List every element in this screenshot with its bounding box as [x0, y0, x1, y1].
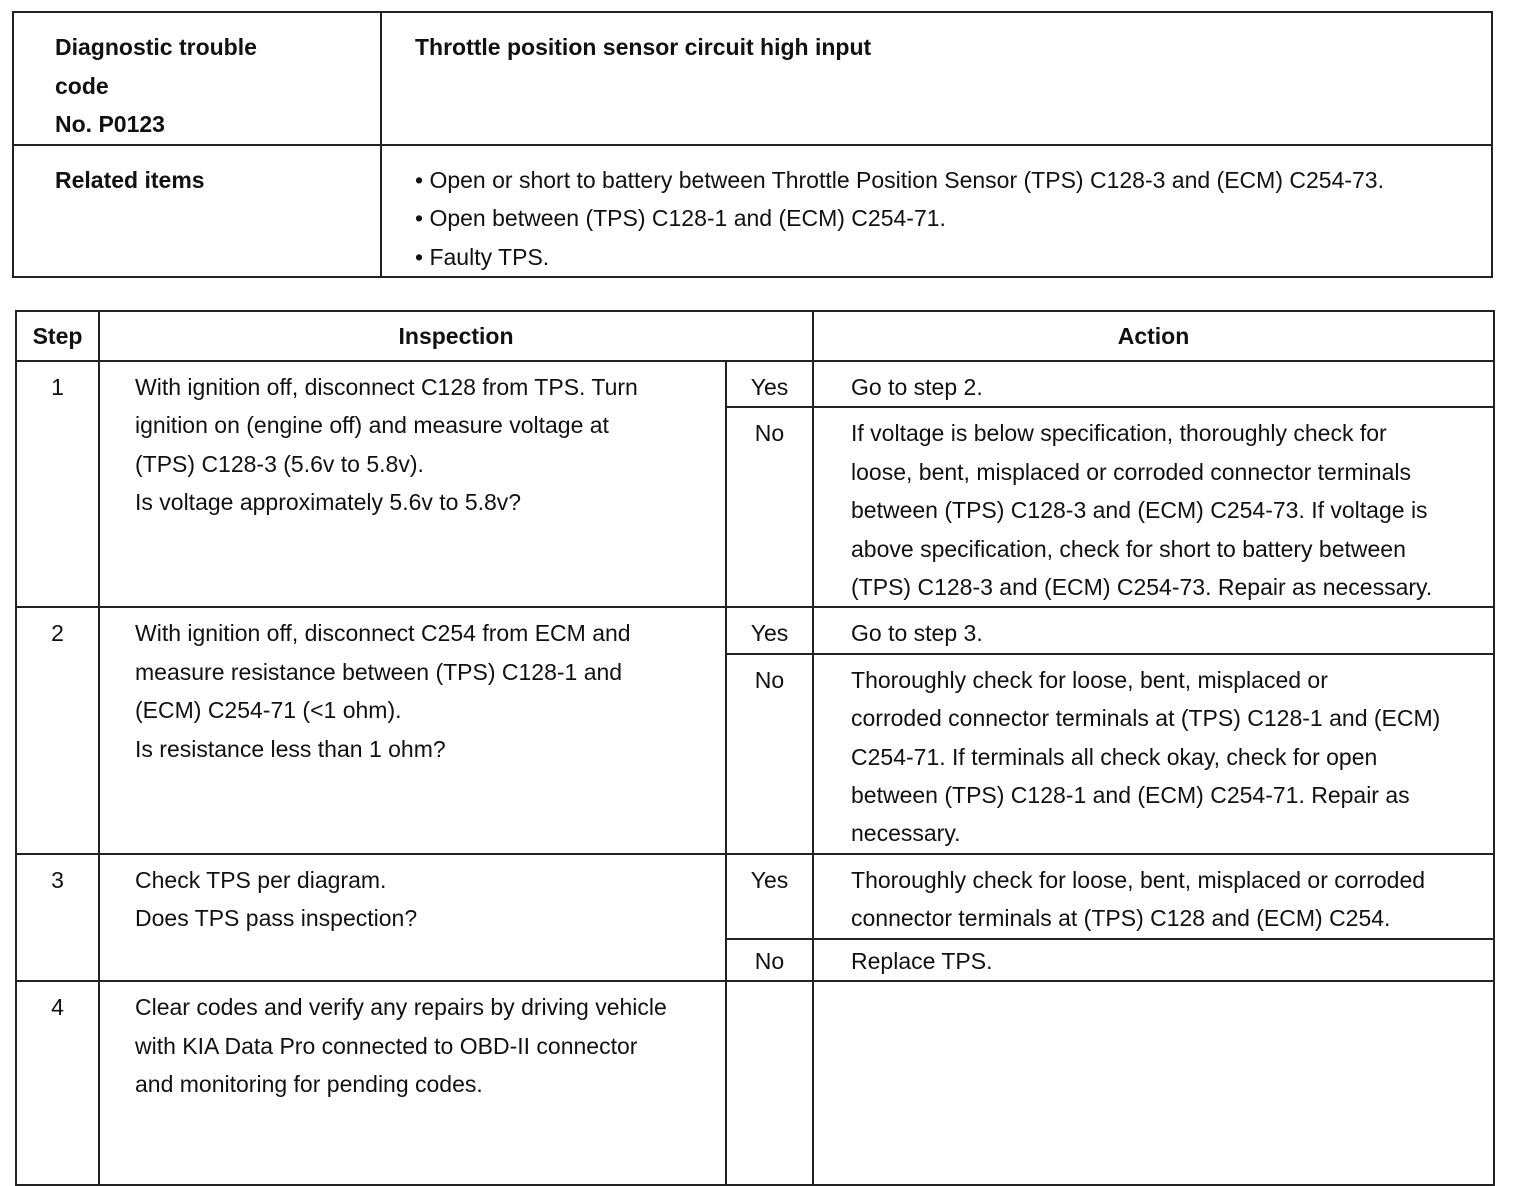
inspection-line: Clear codes and verify any repairs by driving vehicle [135, 994, 667, 1021]
no-action [813, 939, 1494, 981]
table-header-row [16, 311, 1494, 361]
table-row [16, 361, 1494, 407]
yes-label: Yes [726, 854, 813, 939]
action-line: connector terminals at (TPS) C128 and (ECM) C254. [851, 905, 1391, 932]
inspection-line: With ignition off, disconnect C254 from ECM and [135, 620, 631, 647]
dtc-label-line: Diagnostic trouble [55, 34, 257, 60]
action-line: necessary. [851, 820, 961, 847]
empty-cell [813, 981, 1494, 1185]
action-line: Go to step 2. [851, 374, 983, 400]
table-row [16, 607, 1494, 653]
yes-action [813, 607, 1494, 653]
action-line: above specification, check for short to battery between [851, 535, 1406, 562]
yes-label: Yes [726, 361, 813, 407]
inspection-cell [99, 981, 726, 1185]
action-line: Go to step 3. [851, 620, 983, 647]
step-number: 2 [16, 607, 99, 853]
no-action [813, 654, 1494, 854]
inspection-line: Is voltage approximately 5.6v to 5.8v? [135, 489, 522, 516]
table-row [16, 981, 1494, 1185]
action-line: between (TPS) C128-1 and (ECM) C254-71. Repair as [851, 782, 1410, 809]
inspection-line: measure resistance between (TPS) C128-1 and [135, 658, 623, 685]
dtc-label [13, 12, 381, 145]
inspection-cell [99, 607, 726, 853]
inspection-line: (ECM) C254-71 (<1 ohm). [135, 697, 402, 724]
step-number: 3 [16, 854, 99, 981]
action-line: Thoroughly check for loose, bent, misplaced or [851, 666, 1328, 693]
action-line: (TPS) C128-3 and (ECM) C254-73. Repair as necessary. [851, 574, 1433, 601]
action-line: between (TPS) C128-3 and (ECM) C254-73. If voltage is [851, 497, 1428, 524]
yes-action [813, 854, 1494, 939]
inspection-line: Does TPS pass inspection? [135, 905, 418, 932]
action-line: If voltage is below specification, thoroughly check for [851, 420, 1387, 447]
inspection-header: Inspection [99, 311, 813, 361]
no-label: No [726, 654, 813, 854]
dtc-row [13, 12, 1492, 145]
inspection-cell [99, 361, 726, 607]
dtc-header-table [12, 11, 1493, 278]
related-items-label: Related items [13, 145, 381, 278]
inspection-line: and monitoring for pending codes. [135, 1070, 483, 1097]
table-row [16, 854, 1494, 939]
action-line: C254-71. If terminals all check okay, check for open [851, 743, 1378, 770]
action-header: Action [813, 311, 1494, 361]
action-line: loose, bent, misplaced or corroded connector terminals [851, 458, 1411, 485]
no-label: No [726, 407, 813, 607]
related-item: • Faulty TPS. [415, 238, 1483, 277]
inspection-line: ignition on (engine off) and measure voltage at [135, 412, 609, 439]
inspection-cell [99, 854, 726, 981]
action-line: corroded connector terminals at (TPS) C128-1 and (ECM) [851, 705, 1441, 732]
no-label: No [726, 939, 813, 981]
inspection-line: (TPS) C128-3 (5.6v to 5.8v). [135, 450, 424, 477]
inspection-line: with KIA Data Pro connected to OBD-II connector [135, 1032, 638, 1059]
inspection-line: Check TPS per diagram. [135, 866, 387, 893]
yes-label: Yes [726, 607, 813, 653]
yes-action [813, 361, 1494, 407]
related-item: • Open or short to battery between Throttle Position Sensor (TPS) C128-3 and (ECM) C254-73. [415, 161, 1483, 200]
step-number: 4 [16, 981, 99, 1185]
inspection-line: With ignition off, disconnect C128 from TPS. Turn [135, 374, 638, 400]
dtc-title: Throttle position sensor circuit high input [381, 12, 1492, 145]
related-items-list [381, 145, 1492, 278]
inspection-line: Is resistance less than 1 ohm? [135, 735, 446, 762]
related-item: • Open between (TPS) C128-1 and (ECM) C254-71. [415, 199, 1483, 238]
diagnostic-steps-table [15, 310, 1495, 1186]
empty-cell [726, 981, 813, 1185]
no-action [813, 407, 1494, 607]
related-items-row [13, 145, 1492, 278]
step-header: Step [16, 311, 99, 361]
action-line: Thoroughly check for loose, bent, misplaced or corroded [851, 866, 1426, 893]
dtc-label-line: code [55, 72, 109, 99]
step-number: 1 [16, 361, 99, 607]
dtc-code: No. P0123 [55, 111, 165, 137]
action-line: Replace TPS. [851, 947, 993, 974]
